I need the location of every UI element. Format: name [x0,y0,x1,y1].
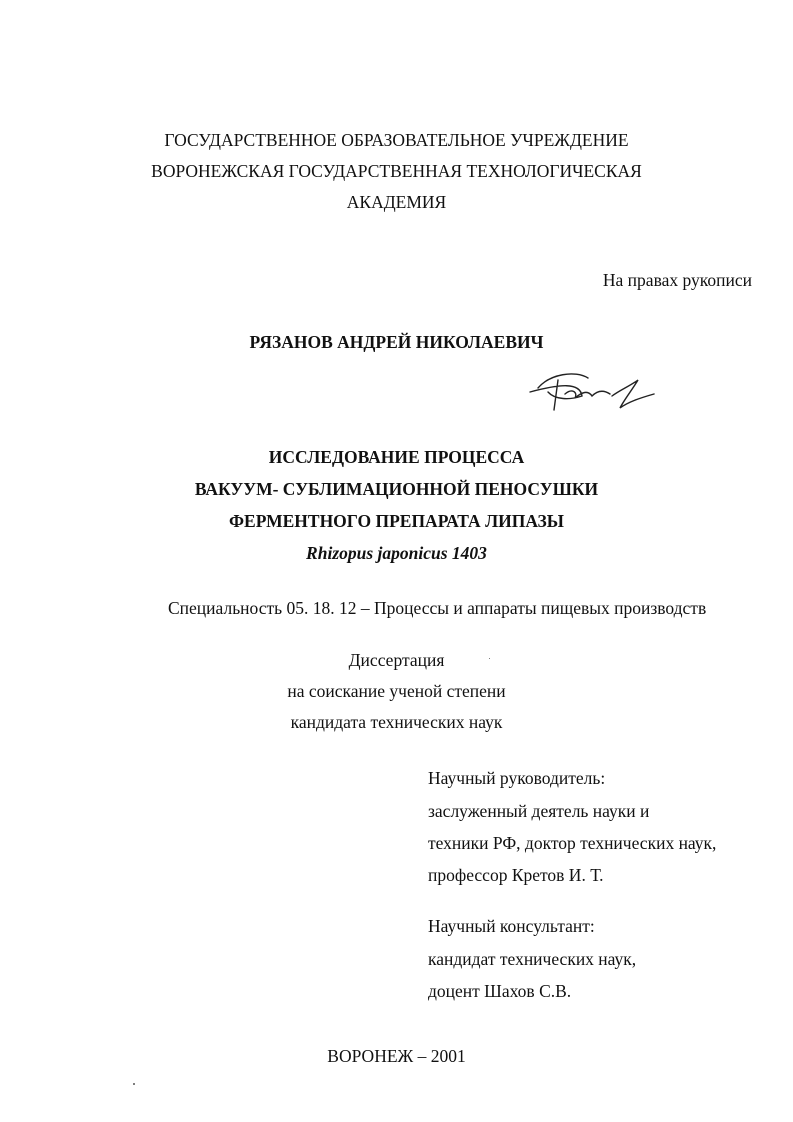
institution-line-3: АКАДЕМИЯ [346,192,447,212]
supervisor-line-3: профессор Кретов И. Т. [428,865,604,885]
consultant-line-1: кандидат технических наук, [428,949,637,969]
supervisor-line-1: заслуженный деятель науки и [428,801,650,821]
consultant-label: Научный консультант: [428,916,595,936]
footer-city-year: ВОРОНЕЖ – 2001 [327,1046,466,1066]
author-name: РЯЗАНОВ АНДРЕЙ НИКОЛАЕВИЧ [249,332,544,352]
scan-speck [133,1083,135,1085]
scan-speck [489,658,490,659]
title-line-2: ВАКУУМ- СУБЛИМАЦИОННОЙ ПЕНОСУШКИ [194,479,599,499]
title-line-1: ИССЛЕДОВАНИЕ ПРОЦЕССА [268,447,525,467]
title-organism: Rhizopus japonicus 1403 [306,543,487,563]
dissertation-line-3: кандидата технических наук [290,712,503,732]
institution-line-2: ВОРОНЕЖСКАЯ ГОСУДАРСТВЕННАЯ ТЕХНОЛОГИЧЕСКАЯ [151,161,642,181]
institution-line-1: ГОСУДАРСТВЕННОЕ ОБРАЗОВАТЕЛЬНОЕ УЧРЕЖДЕНИЕ [164,130,629,150]
manuscript-note: На правах рукописи [602,270,752,290]
author-signature [520,366,660,416]
consultant-line-2: доцент Шахов С.В. [428,981,572,1001]
supervisor-line-2: техники РФ, доктор технических наук, [428,833,717,853]
supervisor-label: Научный руководитель: [428,768,606,788]
title-line-3: ФЕРМЕНТНОГО ПРЕПАРАТА ЛИПАЗЫ [229,511,564,531]
dissertation-line-2: на соискание ученой степени [287,681,506,701]
specialty-line: Специальность 05. 18. 12 – Процессы и аппараты пищевых производств [168,598,707,618]
dissertation-line-1: Диссертация [348,650,445,670]
